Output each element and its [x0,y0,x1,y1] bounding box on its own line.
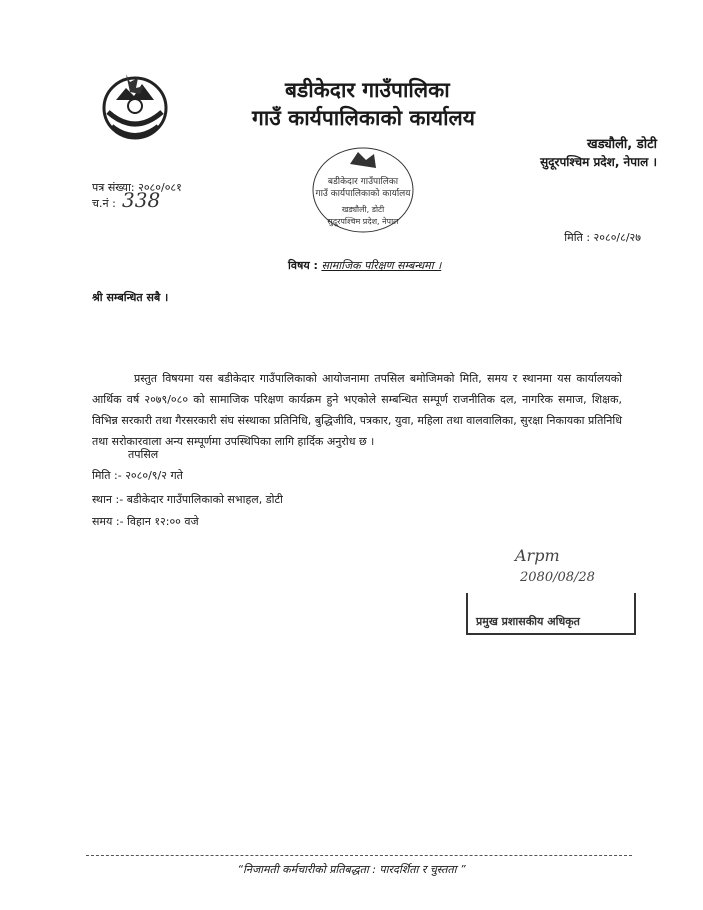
subject-label: विषय : [288,259,318,272]
address-line-2: सुदूरपश्चिम प्रदेश, नेपाल । [540,155,657,169]
letter-body-paragraph: प्रस्तुत विषयमा यस बडीकेदार गाउँपालिकाको आयोजनामा तपसिल बमोजिमको मिति, समय र स्थानमा यस कार्यालयको आर्थिक वर्ष २०७९/०८० को सामाजिक परिक्षण कार्यक्रम हुने भएकोले सम्बन्धित सम्पूर्ण राजनीतिक दल, नागरिक समाज, शिक्षक, विभिन्न सरकारी तथा गैरसरकारी संघ संस्थाका प्रतिनिधि, बुद्धिजीवि, पत्रकार, युवा, महिला तथा वालवालिका, सुरक्षा निकायका प्रतिनिधि तथा सरोकारवाला अन्य सम्पूर्णमा उपस्थिपिका लागि हार्दिक अनुरोध छ । [92,372,622,448]
subject-line [288,258,441,273]
official-round-seal [308,142,418,238]
signature-date-handwritten: 2080/08/28 [520,570,595,585]
schedule-heading: तपसिल [128,448,159,461]
office-name-title: बडीकेदार गाउँपालिका [285,78,450,102]
letter-date: मिति : २०८०/८/२७ [564,231,641,244]
schedule-place: स्थान :- बडीकेदार गाउँपालिकाको सभाहल, डोटी [92,493,283,506]
seal-text-3: खड्यौली, डोटी [341,205,385,214]
seal-text-1: बडीकेदार गाउँपालिका [327,177,399,187]
seal-text-2: गाउँ कार्यपालिकाको कार्यालय [315,189,411,199]
footer-motto: “निजामती कर्मचारीको प्रतिबद्धता : पारदर्शिता र चुस्तता ” [237,863,466,876]
seal-text-4: सुदूरपश्चिम प्रदेश, नेपाल [327,217,399,226]
schedule-date: मिति :- २०८०/९/२ गते [92,469,183,482]
dispatch-number-label: च.नं : [92,197,116,210]
dispatch-number-handwritten: 338 [122,188,161,212]
signature-handwritten: Arpm [515,546,560,565]
nepal-emblem-logo [96,66,174,146]
footer-divider [86,855,632,856]
address-line-1: खड्यौली, डोटी [586,137,657,152]
schedule-time: समय :- विहान १२:०० वजे [92,515,199,528]
designation-stamp-text: प्रमुख प्रशासकीय अधिकृत [476,615,580,628]
office-subtitle: गाउँ कार्यपालिकाको कार्यालय [252,106,475,130]
addressee: श्री सम्बन्धित सबै । [92,291,169,304]
subject-text: सामाजिक परिक्षण सम्बन्धमा । [321,259,442,272]
letter-reference-number: पत्र संख्या: २०८०/०८१ [92,181,182,194]
